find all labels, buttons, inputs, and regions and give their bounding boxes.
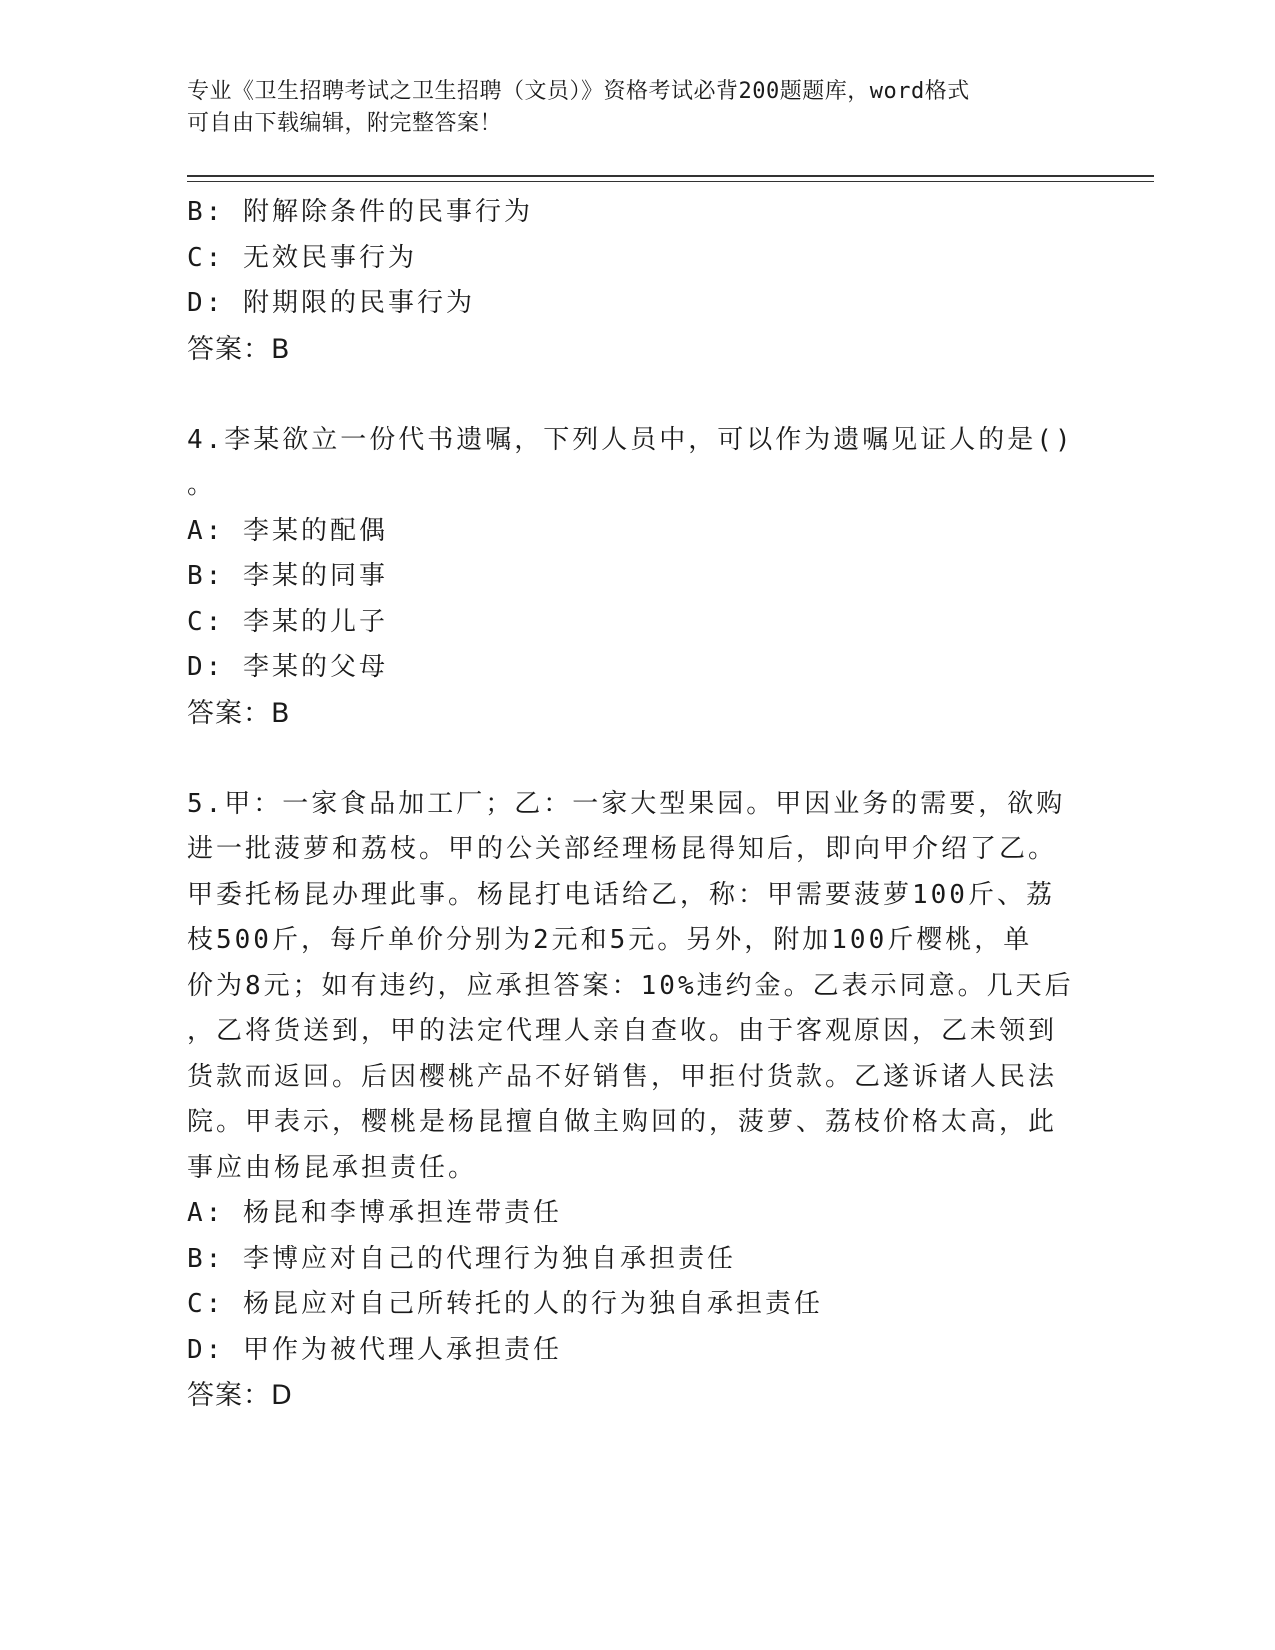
option-c: C: 无效民事行为 — [187, 242, 417, 273]
option-b: B: 李某的同事 — [187, 561, 388, 591]
option-d: D: 甲作为被代理人承担责任 — [187, 1334, 562, 1365]
option-b: B: 附解除条件的民事行为 — [187, 197, 533, 227]
question-content — [187, 190, 1077, 1419]
question-stem-line: 甲委托杨昆办理此事。杨昆打电话给乙，称：甲需要菠萝100斤、荔 — [187, 879, 1055, 910]
spacer — [187, 736, 1077, 782]
header-title-line-2: 可自由下载编辑，附完整答案！ — [187, 111, 503, 136]
answer: 答案：B — [187, 333, 291, 365]
answer: 答案：D — [187, 1380, 293, 1411]
header-title-line-1: 专业《卫生招聘考试之卫生招聘（文员）》资格考试必背200题题库，word格式 — [187, 79, 970, 104]
option-c: C: 李某的儿子 — [187, 606, 388, 637]
question-stem-line: 院。甲表示，樱桃是杨昆擅自做主购回的，菠萝、荔枝价格太高，此 — [187, 1107, 1058, 1137]
spacer — [187, 372, 1077, 418]
question-stem-line: 5.甲：一家食品加工厂；乙：一家大型果园。甲因业务的需要，欲购 — [187, 788, 1066, 819]
header-divider-thin — [187, 181, 1154, 182]
question-4 — [187, 418, 1077, 737]
question-stem-line: 进一批菠萝和荔枝。甲的公关部经理杨昆得知后，即向甲介绍了乙。 — [187, 834, 1058, 864]
document-header — [187, 76, 1067, 140]
answer: 答案：B — [187, 697, 291, 729]
option-d: D: 李某的父母 — [187, 652, 388, 682]
option-d: D: 附期限的民事行为 — [187, 288, 475, 318]
question-stem-line: 事应由杨昆承担责任。 — [187, 1152, 478, 1183]
question-stem-line: 4.李某欲立一份代书遗嘱，下列人员中，可以作为遗嘱见证人的是() — [187, 424, 1074, 455]
question-3-tail — [187, 190, 1077, 372]
option-b: B: 李博应对自己的代理行为独自承担责任 — [187, 1243, 736, 1274]
question-stem-line: 价为8元；如有违约，应承担答案：10%违约金。乙表示同意。几天后 — [187, 970, 1074, 1001]
option-a: A: 李某的配偶 — [187, 515, 388, 546]
question-stem-line: 枝500斤，每斤单价分别为2元和5元。另外，附加100斤樱桃，单 — [187, 925, 1033, 955]
option-c: C: 杨昆应对自己所转托的人的行为独自承担责任 — [187, 1289, 823, 1319]
header-divider-thick — [187, 175, 1154, 177]
question-stem-line: ，乙将货送到，甲的法定代理人亲自查收。由于客观原因，乙未领到 — [187, 1016, 1058, 1046]
question-5 — [187, 782, 1077, 1419]
option-a: A: 杨昆和李博承担连带责任 — [187, 1198, 562, 1228]
question-stem-line: 。 — [187, 470, 217, 500]
question-stem-line: 货款而返回。后因樱桃产品不好销售，甲拒付货款。乙遂诉诸人民法 — [187, 1061, 1058, 1092]
